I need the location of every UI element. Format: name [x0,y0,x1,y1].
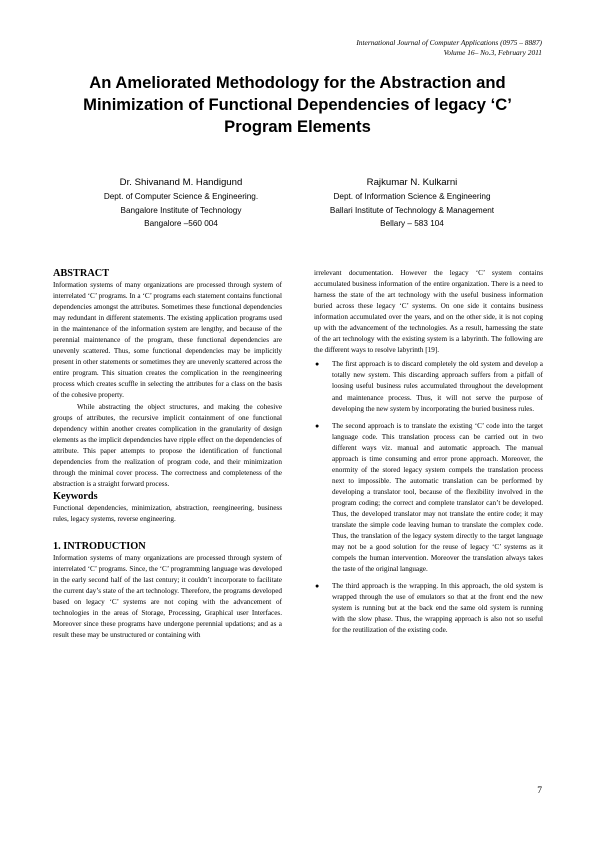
paper-title [50,72,545,138]
author-name: Dr. Shivanand M. Handigund [119,177,243,188]
author-department: Dept. of Information Science & Engineering [333,192,491,201]
author-institute: Ballari Institute of Technology & Management [329,205,495,215]
introduction-paragraph-1: Information systems of many organizations are processed through system of interrelated ‘C’ programs. Since, the ‘C’ programming language was developed in the early second half of the last century; it couldn’t incorporate to facilitate the current day’s state of the art technology. Therefore, the programs developed based on legacy ‘C’ systems are not coping with the advancement of technologies in the areas of Storage, Processing, Graphical user Interfaces. Moreover since these programs have undergone perennial updations; and as a result these may be unstructured or containing with [53,553,282,640]
keywords-text: Functional dependencies, minimization, abstraction, reengineering, business rules, legacy systems, reverse engineering. [53,503,282,523]
list-item-text: The third approach is the wrapping. In this approach, the old system is wrapped through the use of emulators so that at the front end the new system is running but at the back end the same old system is running with the slow phase. Thus, the wrapping approach is also not so useful for the reutilization of the existing code. [332,582,543,635]
list-item [314,581,543,636]
page-number: 7 [537,785,542,796]
abstract-heading: ABSTRACT [53,268,110,279]
left-column [53,268,282,641]
bullet-icon: ● [315,421,320,430]
author-institute: Bangalore Institute of Technology [120,205,242,215]
list-item [314,421,543,576]
right-column [314,268,543,643]
journal-header [356,38,542,57]
approach-list [314,359,543,636]
bullet-icon: ● [315,360,320,369]
introduction-heading: 1. INTRODUCTION [53,540,146,552]
title-line-3: Program Elements [224,117,371,136]
title-line-2: Minimization of Functional Dependencies of legacy ‘C’ [83,95,512,114]
journal-name: International Journal of Computer Applications (0975 – 8887) [356,38,542,47]
author-name: Rajkumar N. Kulkarni [366,177,458,188]
author-block-2 [297,176,527,231]
bullet-icon: ● [315,582,320,591]
list-item-text: The first approach is to discard completely the old system and develop a totally new system. This discarding approach suffers from a pitfall of loosing useful business rules accumulated throughout the development and maintenance process. Thus, it will not serve the purpose of developing the new system by incorporating the buried business rules. [332,360,543,413]
author-block-1 [66,176,296,231]
list-item [314,359,543,414]
journal-volume: Volume 16– No.3, February 2011 [443,47,542,57]
abstract-paragraph-2: While abstracting the object structures, and making the cohesive groups of attributes, the recursive implicit containment of one functional dependency within another creates complication in the granularity of design elements as the implicit dependencies have ripple effect on the dependencies of attribute. This paper attempts to propose the identification of functional dependencies from the realization of program code, and their minimization through the minimal cover process. The correctness and completeness of the abstraction is a straight forward process. [53,402,282,488]
author-department: Dept. of Computer Science & Engineering. [103,192,259,201]
introduction-paragraph-2: irrelevant documentation. However the legacy ‘C’ system contains accumulated business information of the entire organization. There is a need to harness the state of the art technology with the useful business information buried across these legacy ‘C’ systems. On one side it contains business information accumulated over the years, and on the other side, it is not coping up with the advancement of the technologies. As a result, harnessing the state of the art technology with the existing system is a labyrinth. The following are the different ways to resolve labyrinth [19]. [314,269,543,355]
author-city: Bangalore –560 004 [144,219,218,229]
author-city: Bellary – 583 104 [380,219,444,229]
keywords-heading: Keywords [53,490,98,502]
title-line-1: An Ameliorated Methodology for the Abstraction and [89,73,506,92]
abstract-paragraph-1: Information systems of many organizations are processed through system of interrelated ‘C’ programs. In a ‘C’ programs each statement contains functional dependencies amongst the attributes. Sometimes these functional dependencies may redundant in different statements. The existing application programs used in the maintenance of the information system are lengthy, and because of the perennial maintenance of the program, these functional dependencies are unevenly scattered. Thus, some functional dependencies may be implicitly present in other statements or sometimes they are unevenly scattered across the entire program. This situation creates the complication in the reengineering process which creates scuffle in selecting the attributes for a class on the basis of the cohesive property. [53,281,282,400]
list-item-text: The second approach is to translate the existing ‘C’ code into the target language code. This translation process can be carried out in two different ways viz. manual and automatic approach. The manual approach is time consuming and error prone approach. Moreover, the enormity of the stored legacy system compels the translation process next to impossible. The automatic translation can be performed by developing a translator tool, because of the flexibility involved in the program coding; the correct and complete translator can’t be developed. Thus, the developed translator may not translate the entire code; it may translate the simple code leaving human to translate the complex code. Thus, the translation of the legacy system directly to the target language may not be a good solution for the reuse of legacy ‘C’ systems as it compels the human intervention. Moreover the translation always takes the taste of the original language. [332,421,543,574]
